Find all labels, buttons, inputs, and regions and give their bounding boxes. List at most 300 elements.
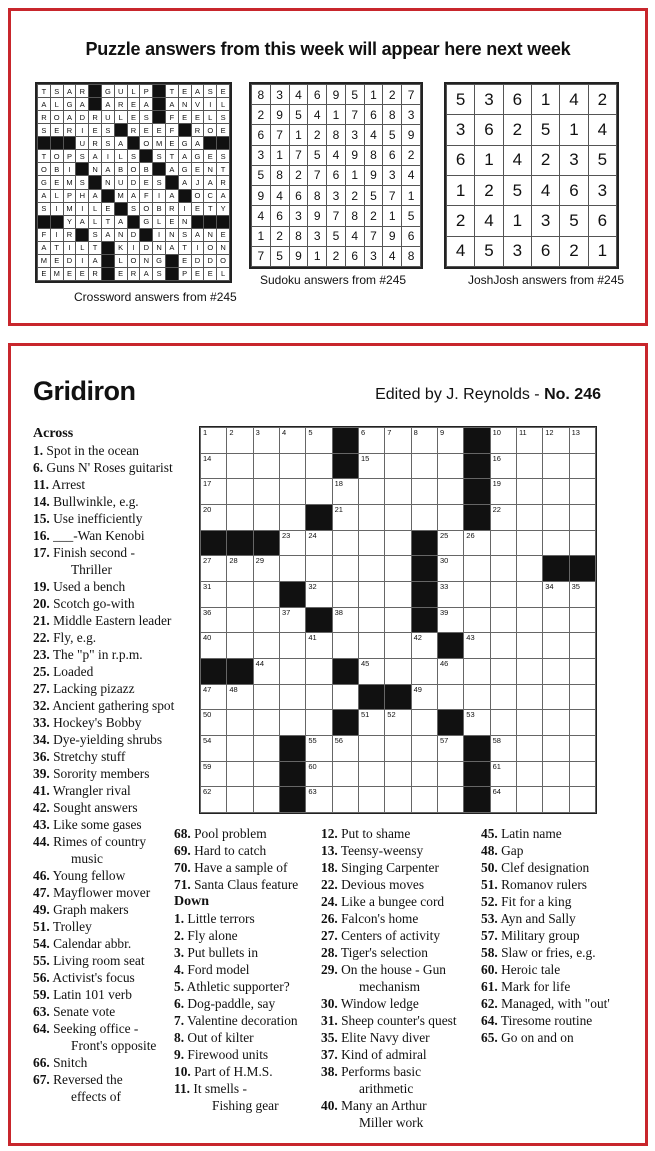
grid-cell[interactable] bbox=[306, 710, 332, 736]
clue-text: Graph makers bbox=[53, 902, 129, 917]
grid-cell[interactable] bbox=[227, 479, 253, 505]
grid-cell[interactable] bbox=[437, 479, 463, 505]
clue-text: Many an Arthur bbox=[341, 1098, 427, 1113]
clue-num: 52. bbox=[481, 894, 498, 909]
grid-cell[interactable] bbox=[306, 735, 332, 761]
grid-cell[interactable] bbox=[385, 787, 411, 813]
grid-cell[interactable] bbox=[279, 479, 305, 505]
grid-cell[interactable] bbox=[516, 479, 542, 505]
black-square bbox=[114, 202, 127, 215]
grid-cell[interactable] bbox=[464, 658, 490, 684]
answer-letter: L bbox=[89, 215, 102, 228]
grid-cell[interactable] bbox=[516, 504, 542, 530]
answer-letter: E bbox=[204, 150, 217, 163]
grid-cell[interactable] bbox=[385, 633, 411, 659]
grid-cell[interactable] bbox=[358, 735, 384, 761]
grid-cell[interactable] bbox=[516, 453, 542, 479]
answer-letter: E bbox=[217, 85, 230, 98]
crossword-grid[interactable] bbox=[199, 426, 597, 814]
answer-letter: O bbox=[127, 163, 140, 176]
grid-cell[interactable] bbox=[253, 684, 279, 710]
grid-cell[interactable] bbox=[569, 633, 595, 659]
grid-cell[interactable] bbox=[437, 556, 463, 582]
clue bbox=[481, 842, 641, 859]
grid-cell[interactable] bbox=[385, 761, 411, 787]
grid-cell[interactable] bbox=[516, 530, 542, 556]
sudoku-digit: 9 bbox=[327, 85, 346, 105]
grid-cell[interactable] bbox=[306, 787, 332, 813]
sudoku-digit: 4 bbox=[364, 125, 383, 145]
grid-cell[interactable] bbox=[385, 735, 411, 761]
grid-cell[interactable] bbox=[253, 453, 279, 479]
clue-num: 51. bbox=[33, 919, 50, 934]
grid-cell[interactable] bbox=[543, 581, 569, 607]
clue-num: 65. bbox=[481, 1030, 498, 1045]
grid-cell[interactable] bbox=[253, 607, 279, 633]
answer-letter: S bbox=[38, 202, 51, 215]
sudoku-digit: 9 bbox=[364, 165, 383, 185]
grid-cell[interactable] bbox=[385, 504, 411, 530]
grid-cell[interactable] bbox=[358, 453, 384, 479]
clue bbox=[174, 961, 324, 978]
grid-cell[interactable] bbox=[385, 710, 411, 736]
grid-cell[interactable] bbox=[543, 710, 569, 736]
grid-cell[interactable] bbox=[279, 504, 305, 530]
grid-cell[interactable] bbox=[437, 428, 463, 454]
grid-cell[interactable] bbox=[306, 479, 332, 505]
answer-letter: R bbox=[63, 124, 76, 137]
grid-cell[interactable] bbox=[253, 633, 279, 659]
grid-cell[interactable] bbox=[358, 633, 384, 659]
grid-cell[interactable] bbox=[437, 581, 463, 607]
grid-cell[interactable] bbox=[253, 556, 279, 582]
grid-cell[interactable] bbox=[385, 530, 411, 556]
grid-cell[interactable] bbox=[253, 428, 279, 454]
answer-letter: E bbox=[217, 228, 230, 241]
grid-cell[interactable] bbox=[227, 556, 253, 582]
grid-cell[interactable] bbox=[437, 453, 463, 479]
grid-cell[interactable] bbox=[464, 556, 490, 582]
clue-num: 39. bbox=[33, 766, 50, 781]
grid-cell[interactable] bbox=[543, 787, 569, 813]
grid-cell[interactable] bbox=[253, 658, 279, 684]
grid-cell[interactable] bbox=[253, 581, 279, 607]
grid-cell[interactable] bbox=[201, 761, 227, 787]
grid-cell[interactable] bbox=[358, 658, 384, 684]
grid-cell[interactable] bbox=[411, 479, 437, 505]
grid-cell[interactable] bbox=[385, 581, 411, 607]
black-square bbox=[411, 581, 437, 607]
grid-cell[interactable] bbox=[437, 787, 463, 813]
answer-letter: U bbox=[76, 137, 89, 150]
clue-number: 57 bbox=[439, 735, 449, 745]
clue-num: 50. bbox=[481, 860, 498, 875]
grid-cell[interactable] bbox=[358, 428, 384, 454]
grid-cell[interactable] bbox=[201, 787, 227, 813]
grid-cell[interactable] bbox=[411, 504, 437, 530]
grid-cell[interactable] bbox=[516, 658, 542, 684]
grid-cell[interactable] bbox=[201, 633, 227, 659]
grid-cell[interactable] bbox=[279, 710, 305, 736]
grid-cell[interactable] bbox=[306, 684, 332, 710]
answer-letter: N bbox=[140, 254, 153, 267]
clue-num: 27. bbox=[33, 681, 50, 696]
answer-letter: T bbox=[89, 241, 102, 254]
grid-cell[interactable] bbox=[253, 479, 279, 505]
clue-number: 40 bbox=[203, 633, 212, 643]
grid-cell[interactable] bbox=[306, 658, 332, 684]
grid-cell[interactable] bbox=[490, 607, 516, 633]
grid-cell[interactable] bbox=[569, 787, 595, 813]
answer-letter: A bbox=[191, 85, 204, 98]
grid-cell[interactable] bbox=[306, 428, 332, 454]
grid-cell[interactable] bbox=[490, 581, 516, 607]
grid-cell[interactable] bbox=[201, 428, 227, 454]
grid-cell[interactable] bbox=[569, 658, 595, 684]
grid-cell[interactable] bbox=[306, 556, 332, 582]
answer-letter: S bbox=[127, 150, 140, 163]
grid-cell[interactable] bbox=[516, 556, 542, 582]
black-square bbox=[279, 761, 305, 787]
grid-cell[interactable] bbox=[306, 761, 332, 787]
answer-letter: A bbox=[165, 241, 178, 254]
sudoku-digit: 5 bbox=[383, 125, 402, 145]
grid-cell[interactable] bbox=[227, 633, 253, 659]
black-square bbox=[165, 267, 178, 280]
grid-cell[interactable] bbox=[227, 428, 253, 454]
grid-cell[interactable] bbox=[358, 761, 384, 787]
grid-cell[interactable] bbox=[227, 453, 253, 479]
answer-letter: A bbox=[178, 150, 191, 163]
answer-letter: R bbox=[191, 124, 204, 137]
grid-cell[interactable] bbox=[437, 504, 463, 530]
grid-cell[interactable] bbox=[358, 504, 384, 530]
joshjosh-digit: 3 bbox=[475, 85, 503, 115]
grid-cell[interactable] bbox=[358, 556, 384, 582]
grid-cell[interactable] bbox=[464, 633, 490, 659]
grid-cell[interactable] bbox=[516, 581, 542, 607]
grid-cell[interactable] bbox=[569, 710, 595, 736]
joshjosh-digit: 2 bbox=[560, 236, 588, 266]
grid-cell[interactable] bbox=[227, 761, 253, 787]
black-square bbox=[332, 453, 358, 479]
grid-cell[interactable] bbox=[411, 428, 437, 454]
answer-letter: S bbox=[50, 85, 63, 98]
grid-cell[interactable] bbox=[411, 453, 437, 479]
answer-letter: E bbox=[191, 267, 204, 280]
grid-cell[interactable] bbox=[437, 761, 463, 787]
grid-cell[interactable] bbox=[201, 504, 227, 530]
grid-cell[interactable] bbox=[385, 428, 411, 454]
grid-cell[interactable] bbox=[490, 684, 516, 710]
grid-cell[interactable] bbox=[227, 710, 253, 736]
grid-cell[interactable] bbox=[358, 581, 384, 607]
grid-cell[interactable] bbox=[569, 453, 595, 479]
grid-cell[interactable] bbox=[332, 504, 358, 530]
black-square bbox=[279, 787, 305, 813]
grid-cell[interactable] bbox=[569, 684, 595, 710]
grid-cell[interactable] bbox=[490, 453, 516, 479]
grid-cell[interactable] bbox=[411, 735, 437, 761]
grid-cell[interactable] bbox=[411, 787, 437, 813]
answer-letter: J bbox=[191, 176, 204, 189]
grid-cell[interactable] bbox=[358, 479, 384, 505]
grid-cell[interactable] bbox=[227, 504, 253, 530]
answer-letter: F bbox=[38, 228, 51, 241]
sudoku-digit: 8 bbox=[364, 145, 383, 165]
sudoku-digit: 6 bbox=[327, 165, 346, 185]
grid-cell[interactable] bbox=[332, 761, 358, 787]
grid-cell[interactable] bbox=[385, 607, 411, 633]
grid-cell[interactable] bbox=[411, 658, 437, 684]
joshjosh-digit: 1 bbox=[588, 236, 616, 266]
answer-letter: N bbox=[217, 241, 230, 254]
grid-cell[interactable] bbox=[411, 761, 437, 787]
grid-cell[interactable] bbox=[253, 761, 279, 787]
grid-cell[interactable] bbox=[490, 479, 516, 505]
grid-cell[interactable] bbox=[332, 633, 358, 659]
black-square bbox=[204, 137, 217, 150]
clue-text: Teensy-weensy bbox=[340, 843, 424, 858]
grid-cell[interactable] bbox=[279, 453, 305, 479]
grid-cell[interactable] bbox=[201, 479, 227, 505]
grid-cell[interactable] bbox=[411, 633, 437, 659]
grid-cell[interactable] bbox=[490, 710, 516, 736]
sudoku-digit: 7 bbox=[270, 125, 289, 145]
grid-cell[interactable] bbox=[490, 556, 516, 582]
clue bbox=[174, 995, 324, 1012]
clue bbox=[33, 442, 203, 459]
clue bbox=[321, 1046, 486, 1063]
sudoku-digit: 7 bbox=[289, 145, 308, 165]
grid-cell[interactable] bbox=[490, 530, 516, 556]
answer-letter: B bbox=[114, 163, 127, 176]
grid-cell[interactable] bbox=[253, 787, 279, 813]
answer-letter: R bbox=[127, 124, 140, 137]
grid-cell[interactable] bbox=[279, 684, 305, 710]
clue-number: 23 bbox=[281, 530, 291, 540]
answer-letter: A bbox=[89, 254, 102, 267]
grid-cell[interactable] bbox=[490, 658, 516, 684]
answer-letter: I bbox=[153, 189, 166, 202]
grid-cell[interactable] bbox=[437, 530, 463, 556]
grid-cell[interactable] bbox=[385, 453, 411, 479]
sudoku-digit: 5 bbox=[289, 105, 308, 125]
grid-cell[interactable] bbox=[201, 581, 227, 607]
joshjosh-digit: 2 bbox=[588, 85, 616, 115]
grid-cell[interactable] bbox=[516, 428, 542, 454]
grid-cell[interactable] bbox=[464, 530, 490, 556]
grid-cell[interactable] bbox=[516, 761, 542, 787]
clue-text: Activist's focus bbox=[52, 970, 135, 985]
joshjosh-digit: 4 bbox=[447, 236, 475, 266]
grid-cell[interactable] bbox=[464, 684, 490, 710]
answer-letter: M bbox=[50, 267, 63, 280]
grid-cell[interactable] bbox=[569, 530, 595, 556]
grid-cell[interactable] bbox=[516, 787, 542, 813]
grid-cell[interactable] bbox=[201, 710, 227, 736]
grid-cell[interactable] bbox=[253, 710, 279, 736]
grid-cell[interactable] bbox=[279, 530, 305, 556]
sudoku-digit: 3 bbox=[327, 186, 346, 206]
sudoku-digit: 4 bbox=[308, 105, 327, 125]
grid-cell[interactable] bbox=[543, 684, 569, 710]
joshjosh-digit: 2 bbox=[475, 175, 503, 205]
grid-cell[interactable] bbox=[332, 735, 358, 761]
answer-letter: E bbox=[191, 163, 204, 176]
grid-cell[interactable] bbox=[358, 530, 384, 556]
grid-cell[interactable] bbox=[358, 710, 384, 736]
grid-cell[interactable] bbox=[332, 787, 358, 813]
grid-cell[interactable] bbox=[253, 504, 279, 530]
grid-cell[interactable] bbox=[411, 684, 437, 710]
grid-cell[interactable] bbox=[543, 504, 569, 530]
black-square bbox=[178, 124, 191, 137]
joshjosh-digit: 5 bbox=[560, 206, 588, 236]
grid-cell[interactable] bbox=[490, 735, 516, 761]
grid-cell[interactable] bbox=[332, 479, 358, 505]
grid-cell[interactable] bbox=[306, 581, 332, 607]
clue bbox=[33, 731, 203, 748]
grid-cell[interactable] bbox=[543, 453, 569, 479]
sudoku-digit: 2 bbox=[327, 246, 346, 266]
grid-cell[interactable] bbox=[332, 556, 358, 582]
grid-cell[interactable] bbox=[464, 581, 490, 607]
grid-cell[interactable] bbox=[279, 556, 305, 582]
grid-cell[interactable] bbox=[543, 479, 569, 505]
grid-cell[interactable] bbox=[201, 684, 227, 710]
grid-cell[interactable] bbox=[543, 428, 569, 454]
answer-letter: M bbox=[63, 176, 76, 189]
grid-cell[interactable] bbox=[437, 735, 463, 761]
clue-number: 12 bbox=[545, 428, 554, 437]
grid-cell[interactable] bbox=[569, 735, 595, 761]
grid-cell[interactable] bbox=[437, 658, 463, 684]
grid-cell[interactable] bbox=[201, 607, 227, 633]
clue-num: 38. bbox=[321, 1064, 338, 1079]
clue-text: Heroic tale bbox=[501, 962, 561, 977]
clue-number: 7 bbox=[387, 428, 392, 437]
grid-cell[interactable] bbox=[569, 479, 595, 505]
grid-cell[interactable] bbox=[543, 761, 569, 787]
grid-cell[interactable] bbox=[516, 710, 542, 736]
clue-num: 34. bbox=[33, 732, 50, 747]
grid-cell[interactable] bbox=[411, 710, 437, 736]
grid-cell[interactable] bbox=[516, 633, 542, 659]
clue bbox=[33, 663, 203, 680]
grid-cell[interactable] bbox=[490, 787, 516, 813]
grid-cell[interactable] bbox=[543, 633, 569, 659]
grid-cell[interactable] bbox=[464, 607, 490, 633]
answer-letter: S bbox=[153, 150, 166, 163]
grid-cell[interactable] bbox=[358, 787, 384, 813]
grid-cell[interactable] bbox=[253, 735, 279, 761]
black-square bbox=[464, 453, 490, 479]
grid-cell[interactable] bbox=[385, 556, 411, 582]
grid-cell[interactable] bbox=[227, 735, 253, 761]
clue-number: 36 bbox=[203, 607, 212, 617]
grid-cell[interactable] bbox=[543, 607, 569, 633]
grid-cell[interactable] bbox=[227, 684, 253, 710]
grid-cell[interactable] bbox=[543, 658, 569, 684]
clue-number: 45 bbox=[360, 658, 370, 668]
grid-cell[interactable] bbox=[543, 530, 569, 556]
grid-cell[interactable] bbox=[490, 761, 516, 787]
grid-cell[interactable] bbox=[569, 607, 595, 633]
grid-cell[interactable] bbox=[437, 684, 463, 710]
clue-num: 12. bbox=[321, 826, 338, 841]
answer-letter: I bbox=[191, 241, 204, 254]
grid-cell[interactable] bbox=[569, 761, 595, 787]
clue-num: 32. bbox=[33, 698, 50, 713]
grid-cell[interactable] bbox=[306, 453, 332, 479]
grid-cell[interactable] bbox=[490, 504, 516, 530]
answer-letter: I bbox=[76, 202, 89, 215]
clue bbox=[174, 1012, 324, 1029]
grid-cell[interactable] bbox=[201, 735, 227, 761]
grid-cell[interactable] bbox=[306, 633, 332, 659]
black-square bbox=[306, 504, 332, 530]
grid-cell[interactable] bbox=[306, 530, 332, 556]
grid-cell[interactable] bbox=[543, 735, 569, 761]
grid-cell[interactable] bbox=[332, 530, 358, 556]
grid-cell[interactable] bbox=[516, 684, 542, 710]
grid-cell[interactable] bbox=[437, 607, 463, 633]
grid-cell[interactable] bbox=[358, 607, 384, 633]
grid-cell[interactable] bbox=[279, 428, 305, 454]
sudoku-digit: 7 bbox=[308, 165, 327, 185]
sudoku-digit: 3 bbox=[270, 85, 289, 105]
clue bbox=[321, 944, 486, 961]
answer-letter: M bbox=[153, 137, 166, 150]
answer-letter: A bbox=[165, 98, 178, 111]
grid-cell[interactable] bbox=[516, 607, 542, 633]
grid-cell[interactable] bbox=[201, 453, 227, 479]
answer-letter: A bbox=[38, 98, 51, 111]
grid-cell[interactable] bbox=[332, 607, 358, 633]
grid-cell[interactable] bbox=[227, 787, 253, 813]
grid-cell[interactable] bbox=[279, 658, 305, 684]
grid-cell[interactable] bbox=[569, 428, 595, 454]
clue-text-cont: Miller work bbox=[359, 1115, 424, 1130]
grid-cell[interactable] bbox=[490, 633, 516, 659]
grid-cell[interactable] bbox=[227, 581, 253, 607]
grid-cell[interactable] bbox=[385, 479, 411, 505]
grid-cell[interactable] bbox=[227, 607, 253, 633]
answer-letter: E bbox=[165, 137, 178, 150]
black-square bbox=[76, 163, 89, 176]
grid-cell[interactable] bbox=[490, 428, 516, 454]
clue-num: 8. bbox=[174, 1030, 185, 1045]
black-square bbox=[153, 98, 166, 111]
clue-num: 10. bbox=[174, 1064, 191, 1079]
grid-cell[interactable] bbox=[332, 684, 358, 710]
answer-letter: O bbox=[50, 111, 63, 124]
grid-cell[interactable] bbox=[385, 658, 411, 684]
answer-letter: G bbox=[140, 215, 153, 228]
clue-text: Like a bungee cord bbox=[341, 894, 445, 909]
grid-cell[interactable] bbox=[201, 556, 227, 582]
sudoku-digit: 4 bbox=[289, 85, 308, 105]
grid-cell[interactable] bbox=[464, 710, 490, 736]
grid-cell[interactable] bbox=[516, 735, 542, 761]
grid-cell[interactable] bbox=[279, 633, 305, 659]
grid-cell[interactable] bbox=[569, 581, 595, 607]
grid-cell[interactable] bbox=[279, 607, 305, 633]
grid-cell[interactable] bbox=[332, 581, 358, 607]
answer-letter: I bbox=[101, 150, 114, 163]
grid-cell[interactable] bbox=[569, 504, 595, 530]
